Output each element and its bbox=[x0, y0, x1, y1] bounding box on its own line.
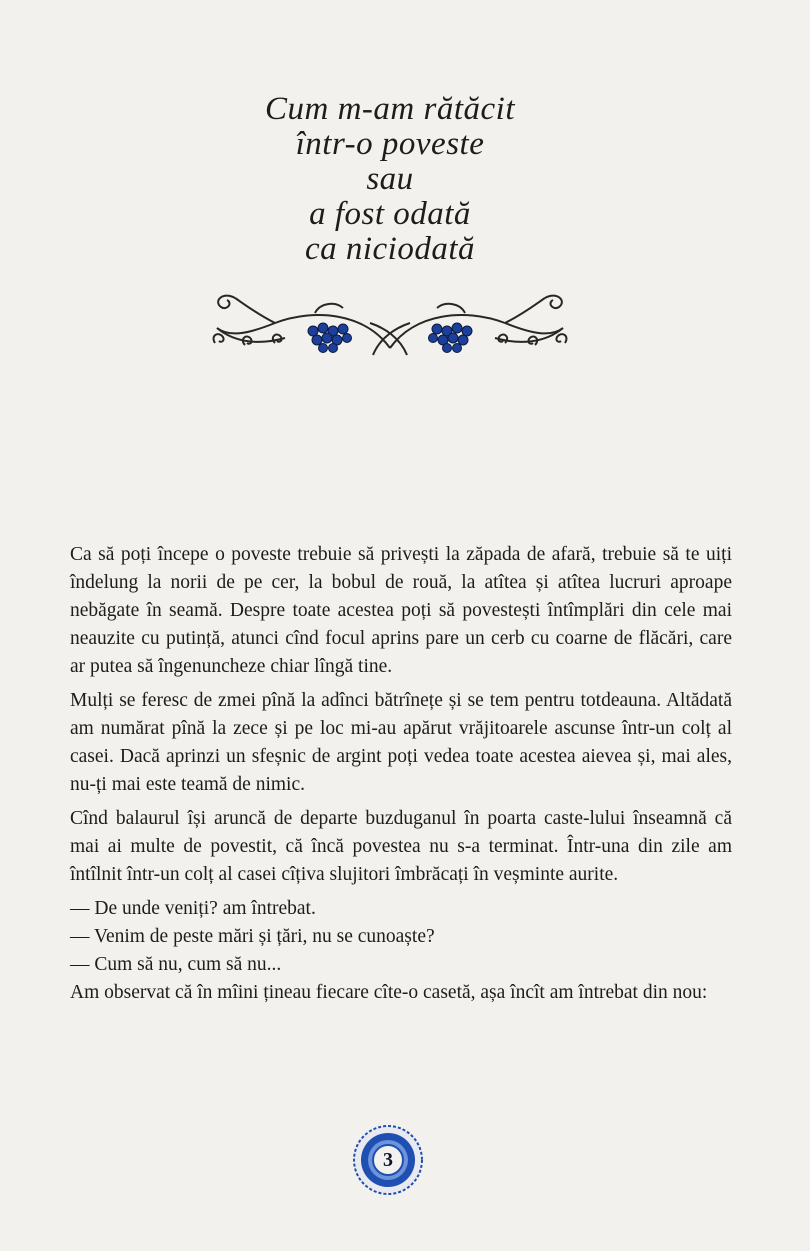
story-text bbox=[70, 541, 732, 1013]
dialog-line-1: — De unde veniți? am întrebat. bbox=[70, 898, 316, 919]
title-line-4: a fost odată bbox=[309, 196, 471, 232]
title-line-3: sau bbox=[366, 161, 414, 197]
title-line-1: Cum m-am rătăcit bbox=[265, 91, 515, 127]
floral-berries-ornament-icon bbox=[205, 283, 575, 363]
title-line-5: ca niciodată bbox=[304, 231, 476, 267]
dialog-line-3: — Cum să nu, cum să nu... bbox=[70, 954, 282, 975]
dialog-line-2: — Venim de peste mări și țări, nu se cunoaște? bbox=[70, 926, 435, 947]
page-number: 3 bbox=[383, 1149, 393, 1171]
paragraph-2: Mulți se feresc de zmei pînă la adînci bătrînețe și se tem pentru totdeauna. Altădată am numărat pînă la zece și pe loc mi-au apărut vrăjitoarele ascunse într-un colț al casei. Dacă aprinzi un sfeșnic de argint poți vedea toate acestea aievea și, mai ales, nu-ți mai este teamă de nimic. bbox=[70, 690, 732, 795]
page-number-badge bbox=[351, 1123, 425, 1197]
paragraph-3: Cînd balaurul își aruncă de departe buzduganul în poarta caste-lului înseamnă că mai ai multe de povestit, că încă povestea nu s-a terminat. Într-una din zile am întîlnit într-un colț al casei cîțiva slujitori îmbrăcați în veșminte aurite. bbox=[70, 808, 732, 885]
chapter-title bbox=[130, 92, 650, 267]
paragraph-1: Ca să poți începe o poveste trebuie să privești la zăpada de afară, trebuie să te uiți îndelung la norii de pe cer, la bobul de rouă, la atîtea și atîtea lucruri aproape nebăgate în seamă. Despre toate acestea poți să povestești întîmplări din cele mai neauzite cu putință, atunci cînd focul aprins pare un cerb cu coarne de flăcări, care ar putea să îngenuncheze chiar lîngă tine. bbox=[70, 544, 732, 677]
title-line-2: într-o poveste bbox=[295, 126, 485, 162]
paragraph-4: Am observat că în mîini țineau fiecare cîte-o casetă, așa încît am întrebat din nou: bbox=[70, 982, 708, 1003]
